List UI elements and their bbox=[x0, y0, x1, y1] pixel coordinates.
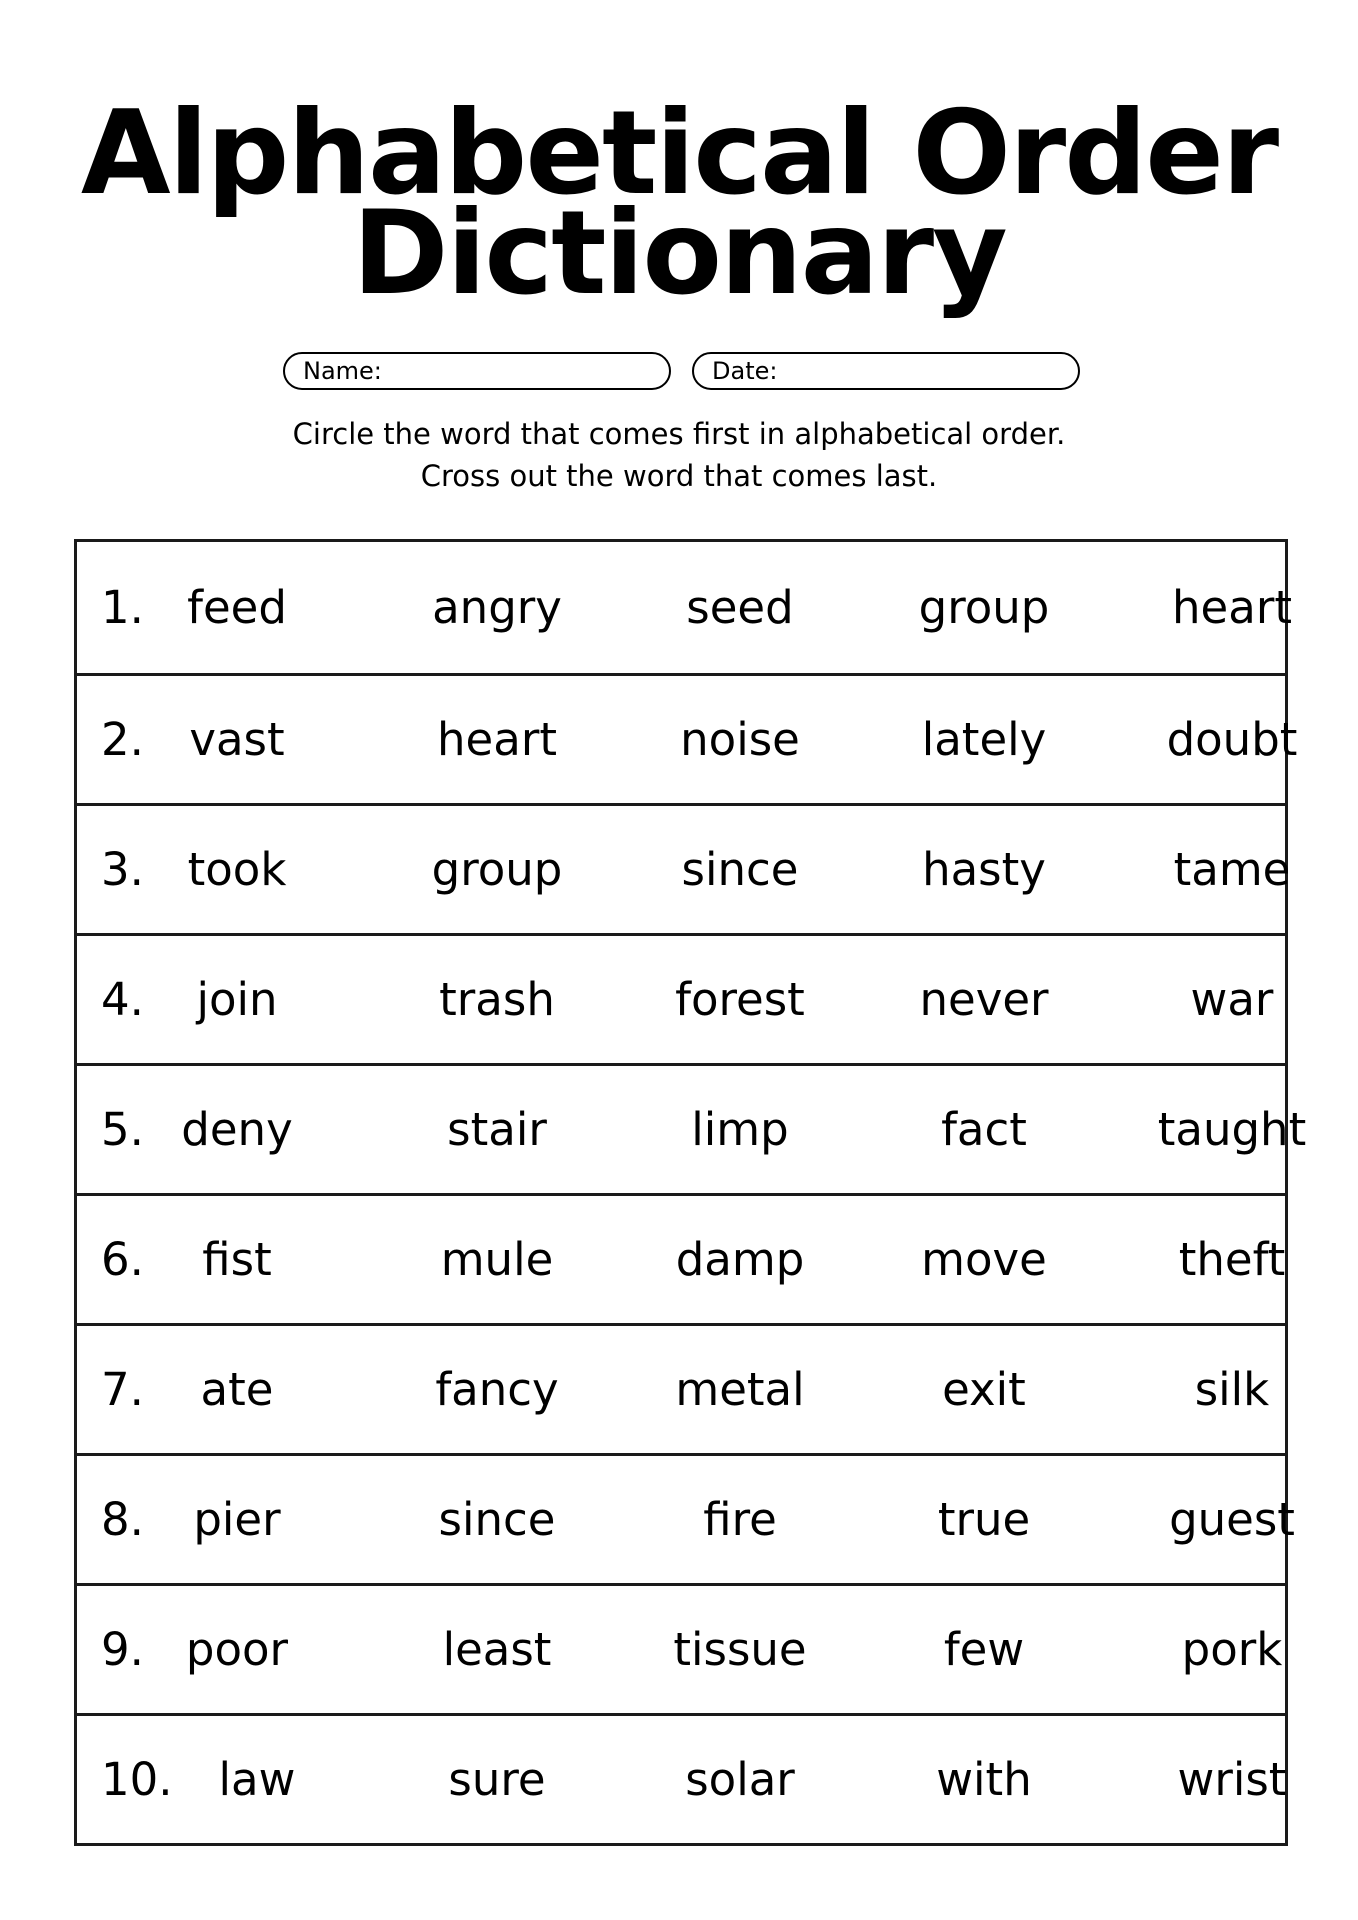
word-cell[interactable]: pork bbox=[1181, 1623, 1283, 1676]
word-cell[interactable]: heart bbox=[1172, 581, 1292, 634]
date-field[interactable] bbox=[692, 352, 1080, 390]
word-row bbox=[77, 1453, 1295, 1583]
word-cell[interactable]: since bbox=[438, 1493, 556, 1546]
word-cell[interactable]: seed bbox=[686, 581, 794, 634]
word-cell[interactable]: least bbox=[442, 1623, 552, 1676]
word-cell[interactable]: few bbox=[943, 1623, 1025, 1676]
word-cell[interactable]: vast bbox=[189, 713, 285, 766]
name-field[interactable] bbox=[283, 352, 671, 390]
word-cell[interactable]: tissue bbox=[673, 1623, 807, 1676]
row-number: 5. bbox=[101, 1103, 144, 1156]
word-row bbox=[77, 1193, 1285, 1323]
word-cell[interactable]: stair bbox=[447, 1103, 547, 1156]
word-cell[interactable]: group bbox=[431, 843, 563, 896]
word-cell[interactable]: fire bbox=[703, 1493, 777, 1546]
word-cell[interactable]: move bbox=[921, 1233, 1047, 1286]
row-number: 8. bbox=[101, 1493, 144, 1546]
word-cell[interactable]: deny bbox=[181, 1103, 293, 1156]
word-cell[interactable]: exit bbox=[942, 1363, 1026, 1416]
word-cell[interactable]: took bbox=[187, 843, 287, 896]
word-cell[interactable]: forest bbox=[675, 973, 805, 1026]
word-cell[interactable]: theft bbox=[1178, 1233, 1286, 1286]
row-number: 6. bbox=[101, 1233, 144, 1286]
word-cell[interactable]: tame bbox=[1173, 843, 1291, 896]
row-number: 10. bbox=[101, 1753, 173, 1806]
word-cell[interactable]: metal bbox=[675, 1363, 805, 1416]
row-number: 2. bbox=[101, 713, 144, 766]
instruction-line-2: Cross out the word that comes last. bbox=[420, 459, 938, 493]
word-cell[interactable]: guest bbox=[1169, 1493, 1295, 1546]
word-cell[interactable]: group bbox=[918, 581, 1050, 634]
word-cell[interactable]: since bbox=[681, 843, 799, 896]
word-cell[interactable]: heart bbox=[437, 713, 557, 766]
word-cell[interactable]: taught bbox=[1157, 1103, 1307, 1156]
word-cell[interactable]: join bbox=[196, 973, 278, 1026]
worksheet-title-line-1: Alphabetical Order bbox=[80, 86, 1278, 221]
word-cell[interactable]: fact bbox=[941, 1103, 1027, 1156]
word-cell[interactable]: fancy bbox=[435, 1363, 559, 1416]
date-field-label: Date: bbox=[712, 357, 778, 385]
word-cell[interactable]: war bbox=[1190, 973, 1274, 1026]
word-cell[interactable]: limp bbox=[691, 1103, 789, 1156]
word-cell[interactable]: lately bbox=[921, 713, 1047, 766]
word-cell[interactable]: with bbox=[936, 1753, 1032, 1806]
word-cell[interactable]: poor bbox=[185, 1623, 289, 1676]
word-row bbox=[77, 673, 1298, 803]
word-cell[interactable]: pier bbox=[193, 1493, 281, 1546]
word-row bbox=[77, 803, 1291, 933]
word-cell[interactable]: never bbox=[919, 973, 1049, 1026]
word-grid bbox=[74, 539, 1307, 1846]
word-cell[interactable]: silk bbox=[1194, 1363, 1270, 1416]
worksheet-title-line-2: Dictionary bbox=[352, 186, 1006, 321]
word-row bbox=[77, 542, 1292, 673]
word-row bbox=[77, 1323, 1285, 1453]
word-cell[interactable]: sure bbox=[448, 1753, 546, 1806]
row-number: 7. bbox=[101, 1363, 144, 1416]
word-cell[interactable]: angry bbox=[432, 581, 562, 634]
row-number: 4. bbox=[101, 973, 144, 1026]
word-cell[interactable]: wrist bbox=[1177, 1753, 1287, 1806]
word-cell[interactable]: noise bbox=[680, 713, 800, 766]
word-row bbox=[77, 1583, 1285, 1713]
word-cell[interactable]: doubt bbox=[1166, 713, 1298, 766]
word-cell[interactable]: law bbox=[218, 1753, 296, 1806]
word-cell[interactable]: hasty bbox=[922, 843, 1046, 896]
word-cell[interactable]: solar bbox=[685, 1753, 795, 1806]
name-field-label: Name: bbox=[303, 357, 382, 385]
word-row bbox=[77, 1063, 1307, 1193]
row-number: 9. bbox=[101, 1623, 144, 1676]
word-cell[interactable]: ate bbox=[200, 1363, 274, 1416]
word-cell[interactable]: true bbox=[937, 1493, 1031, 1546]
word-cell[interactable]: trash bbox=[439, 973, 555, 1026]
word-cell[interactable]: feed bbox=[187, 581, 287, 634]
row-number: 1. bbox=[101, 581, 144, 634]
word-row bbox=[77, 933, 1285, 1063]
instruction-line-1: Circle the word that comes first in alphabetical order. bbox=[292, 417, 1066, 451]
word-cell[interactable]: damp bbox=[675, 1233, 805, 1286]
row-number: 3. bbox=[101, 843, 144, 896]
word-cell[interactable]: fist bbox=[202, 1233, 272, 1286]
word-row bbox=[77, 1713, 1285, 1843]
word-cell[interactable]: mule bbox=[440, 1233, 554, 1286]
